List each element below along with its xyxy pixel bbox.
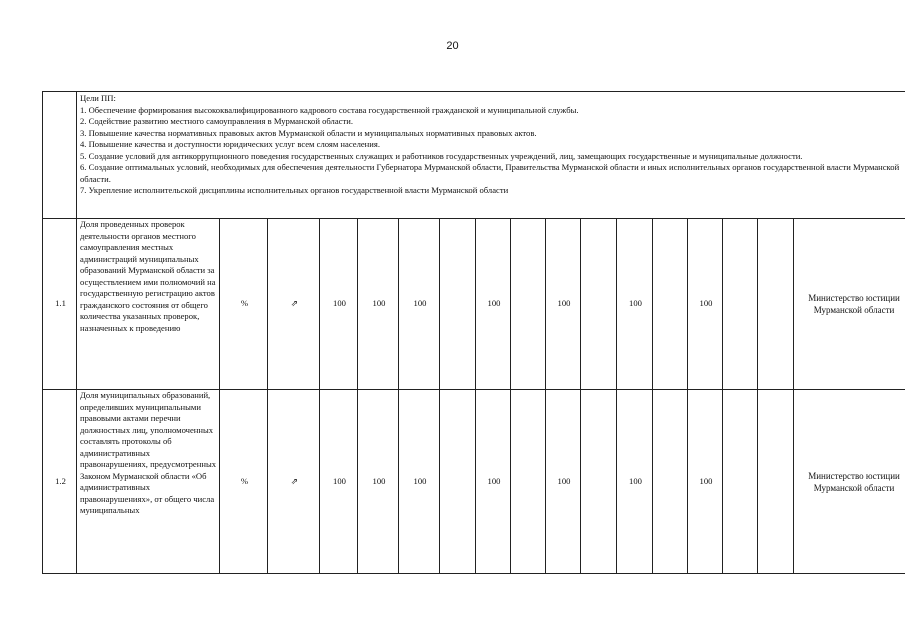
goal-item: 4. Повышение качества и доступности юридических услуг всем слоям населения.: [80, 139, 380, 149]
goals-title: Цели ПП:: [80, 93, 116, 103]
responsible-cell: Министерство юстиции Мурманской области: [794, 390, 905, 574]
value-cell: 100: [476, 219, 511, 390]
indicator-text: Доля муниципальных образований, определивших муниципальными правовыми актами перечни должностных лиц, уполномоченных составлять протоколы об административных правонарушениях, предусмотренных Законом Мурманской области «Об административных правонарушениях», от общего числа муниципальных: [77, 390, 220, 574]
value-cell: [653, 219, 688, 390]
goal-item: 6. Создание оптимальных условий, необходимых для обеспечения деятельности Губернатора Мурманской области, Правительства Мурманской области и иных исполнительных органов государственной власти Мурманской области.: [80, 162, 900, 184]
value-cell: [758, 219, 794, 390]
value-cell: 100: [688, 219, 723, 390]
indicator-text: Доля проведенных проверок деятельности органов местного самоуправления местных администраций муниципальных образований Мурманской области за осуществлением ими полномочий на государственную регистрацию актов гражданского состояния от общего количества указанных проверок, назначенных к проведению: [77, 219, 220, 390]
unit-cell: %: [220, 390, 268, 574]
goal-item: 1. Обеспечение формирования высококвалифицированного кадрового состава государственной гражданской и муниципальной службы.: [80, 104, 579, 115]
responsible-cell: Министерство юстиции Мурманской области: [794, 219, 905, 390]
goal-item: 7. Укрепление исполнительской дисциплины исполнительных органов государственной власти Мурманской области: [80, 185, 509, 195]
direction-icon: ⇗: [268, 390, 320, 574]
value-cell: [581, 390, 617, 574]
value-cell: [758, 390, 794, 574]
value-cell: 100: [358, 390, 399, 574]
goal-item: 5. Создание условий для антикоррупционного поведения государственных служащих и работников государственных учреждений, лиц, замещающих государственные и муниципальные должности.: [80, 150, 803, 161]
value-cell: [723, 219, 758, 390]
value-cell: 100: [358, 219, 399, 390]
goal-item: 3. Повышение качества нормативных правовых актов Мурманской области и муниципальных нормативных правовых актов.: [80, 127, 537, 138]
value-cell: [511, 219, 546, 390]
value-cell: [440, 219, 476, 390]
goals-cell: [77, 92, 905, 219]
unit-cell: %: [220, 219, 268, 390]
indicators-table: [42, 91, 905, 574]
value-cell: 100: [617, 219, 653, 390]
goal-item: 2. Содействие развитию местного самоуправления в Мурманской области.: [80, 116, 353, 126]
value-cell: [723, 390, 758, 574]
value-cell: 100: [320, 390, 358, 574]
row-number: 1.2: [43, 390, 77, 574]
value-cell: [440, 390, 476, 574]
row-number: 1.1: [43, 219, 77, 390]
value-cell: 100: [617, 390, 653, 574]
value-cell: 100: [546, 390, 581, 574]
goals-num-cell: [43, 92, 77, 219]
value-cell: 100: [399, 219, 440, 390]
direction-icon: ⇗: [268, 219, 320, 390]
page-number: 20: [446, 40, 459, 52]
value-cell: [511, 390, 546, 574]
table-row: [43, 219, 905, 390]
goals-row: [43, 92, 905, 219]
value-cell: [653, 390, 688, 574]
value-cell: 100: [546, 219, 581, 390]
value-cell: [581, 219, 617, 390]
value-cell: 100: [399, 390, 440, 574]
value-cell: 100: [688, 390, 723, 574]
value-cell: 100: [476, 390, 511, 574]
value-cell: 100: [320, 219, 358, 390]
table-row: [43, 390, 905, 574]
